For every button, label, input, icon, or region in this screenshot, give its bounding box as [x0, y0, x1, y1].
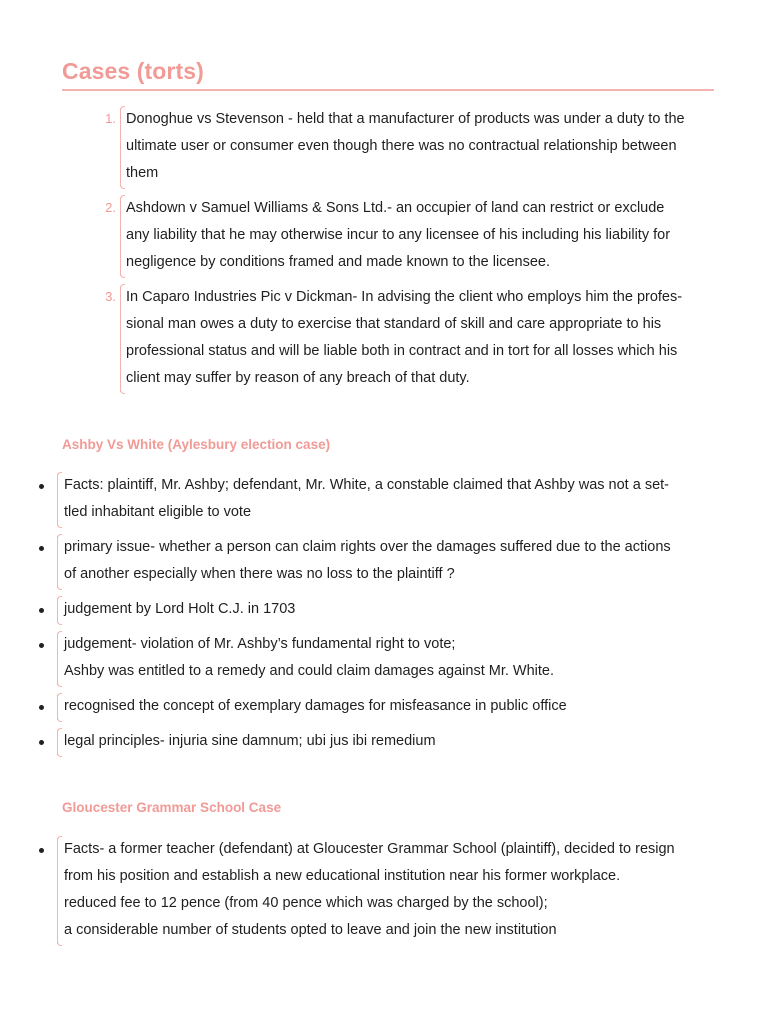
text-line: reduced fee to 12 pence (from 40 pence which was charged by the school);: [64, 895, 548, 911]
section-heading-gloucester: Gloucester Grammar School Case: [62, 800, 282, 815]
bullet-text: [64, 472, 716, 526]
case-item-1: [98, 106, 718, 187]
text-line: Facts: plaintiff, Mr. Ashby; defendant, Mr. White, a constable claimed that Ashby was not a set-: [64, 477, 670, 493]
list-number: 1.: [105, 111, 116, 126]
case-item-2: [98, 195, 718, 276]
bullet-icon: [39, 484, 44, 489]
case-text: [126, 195, 718, 276]
quote-bar: [57, 730, 58, 755]
bullet-icon: [39, 705, 44, 710]
list-item: [36, 728, 716, 755]
text-line: judgement by Lord Holt C.J. in 1703: [64, 601, 296, 617]
text-line: recognised the concept of exemplary damages for misfeasance in public office: [64, 698, 567, 714]
text-line: from his position and establish a new educational institution near his former workplace.: [64, 868, 621, 884]
text-line: negligence by conditions framed and made known to the licensee.: [126, 254, 550, 270]
text-line: ultimate user or consumer even though there was no contractual relationship between: [126, 138, 677, 154]
quote-bar: [120, 197, 121, 276]
quote-bar: [57, 536, 58, 588]
quote-bar: [120, 108, 121, 187]
numbered-case-list: [98, 106, 718, 400]
quote-bar: [57, 695, 58, 720]
bullet-icon: [39, 546, 44, 551]
text-line: Ashdown v Samuel Williams & Sons Ltd.- an occupier of land can restrict or exclude: [126, 200, 665, 216]
text-line: Donoghue vs Stevenson - held that a manufacturer of products was under a duty to the: [126, 111, 685, 127]
list-item: [36, 596, 716, 623]
text-line: Ashby was entitled to a remedy and could claim damages against Mr. White.: [64, 663, 555, 679]
section-heading-ashby: Ashby Vs White (Aylesbury election case): [62, 437, 331, 452]
quote-bar: [57, 474, 58, 526]
text-line: a considerable number of students opted to leave and join the new institution: [64, 922, 557, 938]
bullet-text: [64, 693, 716, 720]
case-text: [126, 106, 718, 187]
list-number: 2.: [105, 200, 116, 215]
text-line: tled inhabitant eligible to vote: [64, 504, 252, 520]
bullet-icon: [39, 643, 44, 648]
bullet-text: [64, 596, 716, 623]
quote-bar: [57, 838, 58, 944]
text-line: any liability that he may otherwise incur to any licensee of his including his liability for: [126, 227, 671, 243]
text-line: judgement- violation of Mr. Ashby’s fundamental right to vote;: [64, 636, 456, 652]
case-item-3: [98, 284, 718, 392]
ashby-bullet-list: [36, 472, 716, 763]
text-line: Facts- a former teacher (defendant) at Gloucester Grammar School (plaintiff), decided to resign: [64, 841, 675, 857]
bullet-icon: [39, 848, 44, 853]
bullet-text: [64, 534, 716, 588]
case-text: [126, 284, 718, 392]
page-title: Cases (torts): [62, 58, 204, 84]
bullet-text: [64, 728, 716, 755]
text-line: sional man owes a duty to exercise that standard of skill and care appropriate to his: [126, 316, 662, 332]
text-line: legal principles- injuria sine damnum; ubi jus ibi remedium: [64, 733, 436, 749]
text-line: of another especially when there was no loss to the plaintiff ?: [64, 566, 455, 582]
list-item: [36, 693, 716, 720]
bullet-text: [64, 836, 716, 944]
text-line: client may suffer by reason of any breach of that duty.: [126, 370, 470, 386]
quote-bar: [57, 598, 58, 623]
list-number: 3.: [105, 289, 116, 304]
list-item: [36, 534, 716, 588]
gloucester-bullet-list: [36, 836, 716, 952]
bullet-icon: [39, 608, 44, 613]
text-line: professional status and will be liable both in contract and in tort for all losses which his: [126, 343, 678, 359]
title-underline: [62, 89, 714, 91]
list-item: [36, 631, 716, 685]
bullet-icon: [39, 740, 44, 745]
text-line: primary issue- whether a person can claim rights over the damages suffered due to the actions: [64, 539, 671, 555]
text-line: In Caparo Industries Pic v Dickman- In advising the client who employs him the profes-: [126, 289, 683, 305]
quote-bar: [57, 633, 58, 685]
quote-bar: [120, 286, 121, 392]
list-item: [36, 836, 716, 944]
list-item: [36, 472, 716, 526]
bullet-text: [64, 631, 716, 685]
text-line: them: [126, 165, 159, 181]
